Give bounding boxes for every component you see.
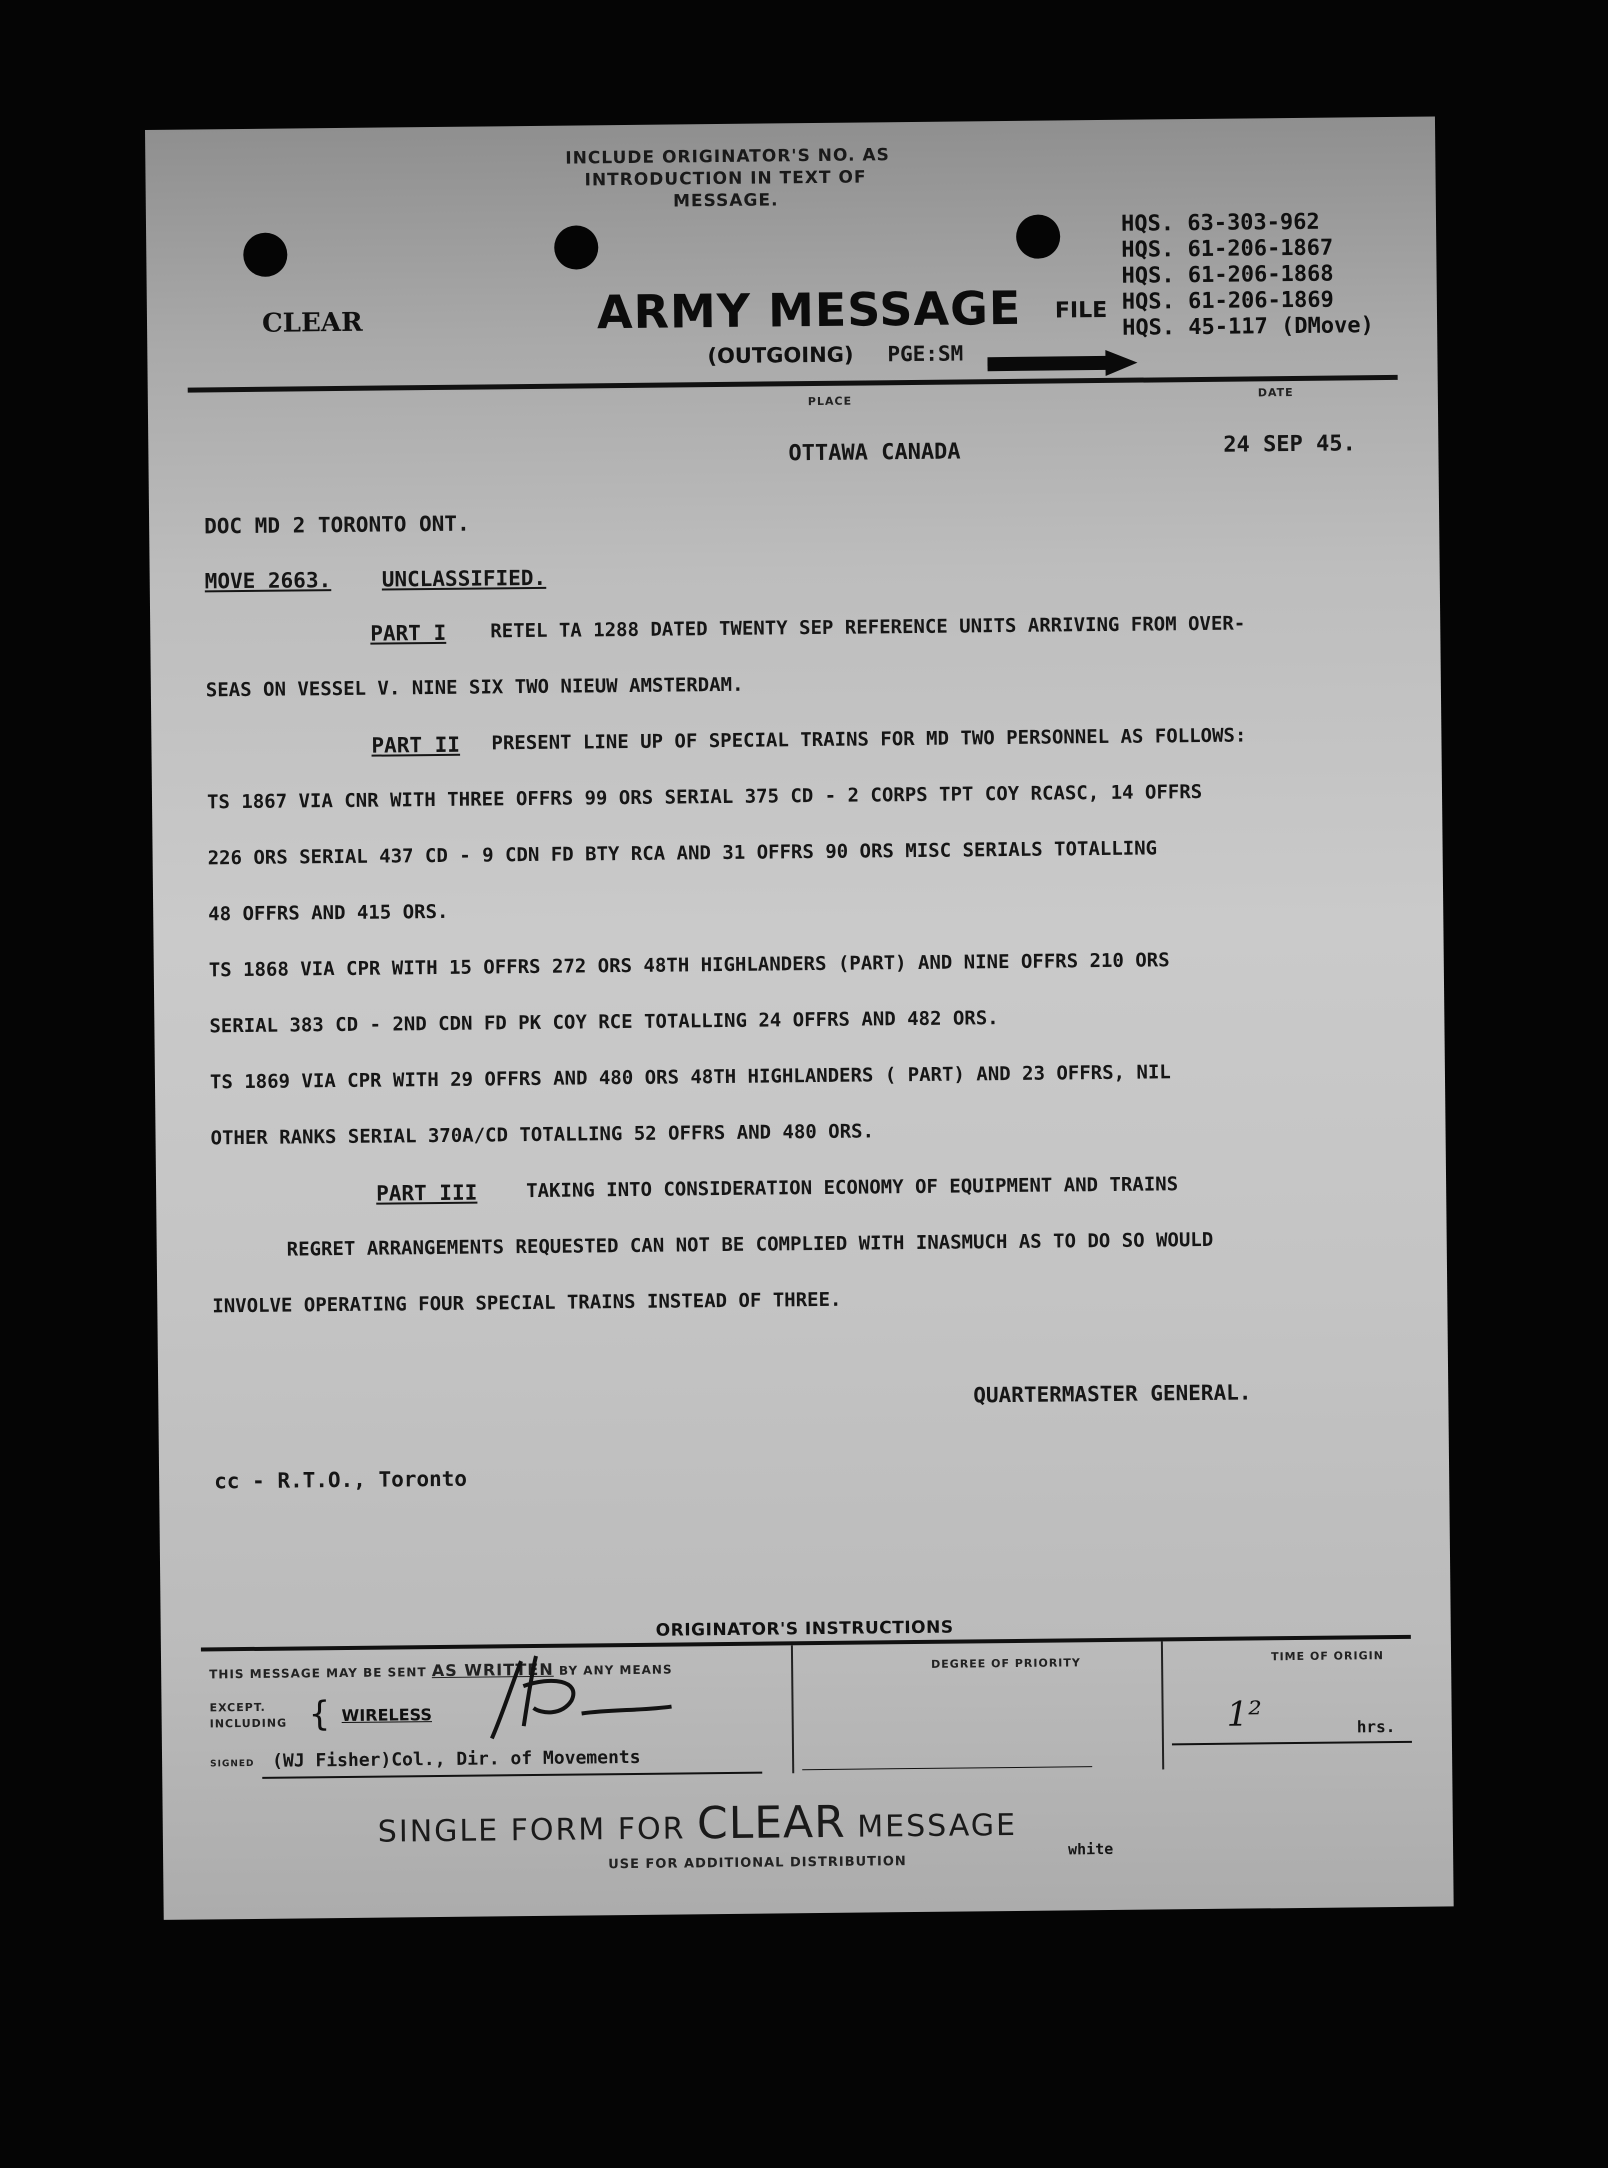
header-instruction-line: INTRODUCTION IN TEXT OF: [584, 167, 867, 191]
signed-label: SIGNED: [210, 1758, 255, 1770]
message-line: 226 ORS SERIAL 437 CD - 9 CDN FD BTY RCA AND 31 OFFRS 90 ORS MISC SERIALS TOTALLING: [207, 837, 1158, 870]
message-line: 48 OFFRS AND 415 ORS.: [208, 900, 449, 926]
message-line: SEAS ON VESSEL V. NINE SIX TWO NIEUW AMSTERDAM.: [205, 673, 744, 702]
signed-underline: [262, 1772, 762, 1779]
time-label: TIME OF ORIGIN: [1270, 1649, 1384, 1664]
addressee: DOC MD 2 TORONTO ONT.: [204, 511, 470, 539]
place-value: OTTAWA CANADA: [788, 439, 961, 467]
except-label: EXCEPT.: [209, 1700, 266, 1715]
page-title: ARMY MESSAGE: [596, 280, 1022, 340]
part-label: PART II: [371, 732, 461, 758]
signature-line: QUARTERMASTER GENERAL.: [973, 1380, 1252, 1408]
arrow-icon: [987, 350, 1137, 378]
handwritten-signature: [461, 1644, 722, 1747]
message-line: PRESENT LINE UP OF SPECIAL TRAINS FOR MD TWO PERSONNEL AS FOLLOWS:: [491, 724, 1247, 755]
file-label: FILE: [1054, 297, 1108, 324]
file-number: HQS. 61-206-1869: [1121, 287, 1334, 315]
reference-line: [205, 566, 547, 594]
form-title-clear: CLEAR: [696, 1796, 846, 1850]
time-box: [1161, 1641, 1164, 1769]
punch-hole-right: [1016, 214, 1060, 258]
copy-color-note: white: [1067, 1839, 1114, 1859]
punch-hole-center: [554, 225, 598, 269]
form-subtitle: USE FOR ADDITIONAL DISTRIBUTION: [608, 1854, 907, 1873]
message-form-sheet: [145, 116, 1454, 1919]
file-number: HQS. 61-206-1867: [1121, 235, 1334, 263]
message-line: TS 1869 VIA CPR WITH 29 OFFRS AND 480 ORS 48TH HIGHLANDERS ( PART) AND 23 OFFRS, NIL: [209, 1061, 1171, 1094]
message-line: TAKING INTO CONSIDERATION ECONOMY OF EQUIPMENT AND TRAINS: [526, 1173, 1179, 1203]
date-value: 24 SEP 45.: [1223, 431, 1356, 458]
part-label: PART III: [376, 1180, 478, 1206]
message-line: REGRET ARRANGEMENTS REQUESTED CAN NOT BE COMPLIED WITH INASMUCH AS TO DO SO WOULD: [286, 1228, 1214, 1261]
form-title-part: SINGLE FORM FOR: [377, 1811, 686, 1850]
as-written-value: AS WRITTEN: [431, 1659, 554, 1681]
message-line: SERIAL 383 CD - 2ND CDN FD PK COY RCE TOTALLING 24 OFFRS AND 482 ORS.: [209, 1007, 999, 1038]
pge-reference: PGE:SM: [887, 341, 964, 367]
file-number: HQS. 63-303-962: [1120, 209, 1320, 237]
message-line: OTHER RANKS SERIAL 370A/CD TOTALLING 52 OFFRS AND 480 ORS.: [210, 1120, 875, 1150]
message-line: INVOLVE OPERATING FOUR SPECIAL TRAINS INSTEAD OF THREE.: [212, 1288, 842, 1318]
time-underline: [1172, 1741, 1412, 1746]
page-subtitle: (OUTGOING): [707, 342, 854, 369]
message-line: RETEL TA 1288 DATED TWENTY SEP REFERENCE UNITS ARRIVING FROM OVER-: [490, 612, 1246, 643]
instructions-title: ORIGINATOR'S INSTRUCTIONS: [655, 1617, 954, 1641]
file-number: HQS. 61-206-1868: [1121, 261, 1334, 289]
form-title-part: MESSAGE: [857, 1807, 1018, 1845]
signed-by: (WJ Fisher)Col., Dir. of Movements: [271, 1746, 641, 1772]
brace-glyph: {: [308, 1694, 331, 1735]
part-label: PART I: [370, 620, 447, 646]
move-number: MOVE 2663.: [204, 568, 332, 594]
security-classification: UNCLASSIFIED.: [381, 565, 547, 592]
file-number: HQS. 45-117 (DMove): [1121, 313, 1374, 341]
including-label: INCLUDING: [209, 1716, 288, 1731]
header-instruction: [565, 144, 890, 213]
time-value: 1²: [1226, 1694, 1263, 1735]
place-label: PLACE: [807, 394, 853, 409]
file-numbers: [1121, 209, 1374, 342]
priority-underline: [802, 1766, 1092, 1770]
header-instruction-line: INCLUDE ORIGINATOR'S NO. AS: [565, 145, 890, 169]
degree-label: DEGREE OF PRIORITY: [931, 1656, 1081, 1671]
priority-box: [791, 1645, 794, 1773]
by-any-means-label: BY ANY MEANS: [558, 1662, 673, 1678]
hrs-label: hrs.: [1356, 1716, 1396, 1737]
message-line: TS 1867 VIA CNR WITH THREE OFFRS 99 ORS SERIAL 375 CD - 2 CORPS TPT COY RCASC, 14 OFFRS: [206, 780, 1203, 814]
header-instruction-line: MESSAGE.: [672, 190, 779, 212]
punch-hole-left: [243, 233, 287, 277]
wireless-label: WIRELESS: [341, 1705, 433, 1726]
date-label: DATE: [1257, 385, 1294, 400]
classification-label: CLEAR: [261, 307, 363, 339]
header-divider: [188, 375, 1398, 393]
message-line: TS 1868 VIA CPR WITH 15 OFFRS 272 ORS 48TH HIGHLANDERS (PART) AND NINE OFFRS 210 ORS: [208, 949, 1170, 982]
form-title: [378, 1795, 1018, 1853]
cc-line: cc - R.T.O., Toronto: [214, 1466, 468, 1494]
may-be-sent-label: THIS MESSAGE MAY BE SENT: [209, 1665, 427, 1682]
